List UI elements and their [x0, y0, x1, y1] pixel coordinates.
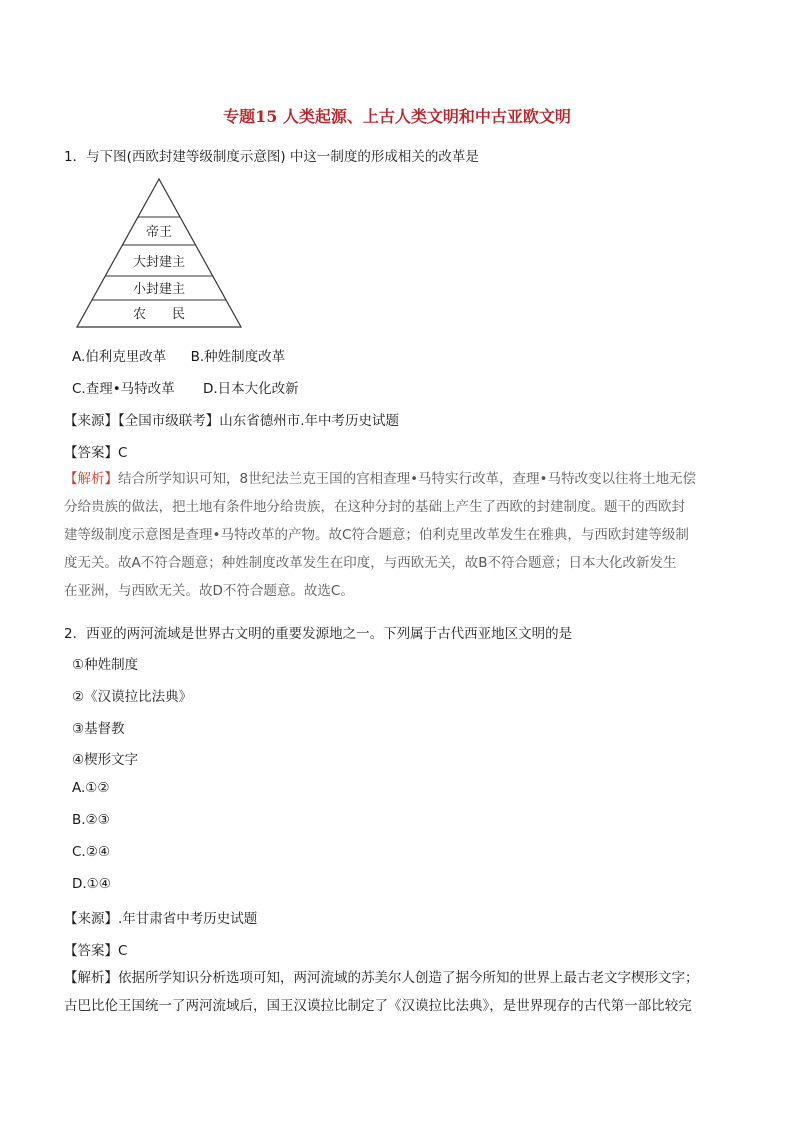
pyramid-outline [77, 179, 241, 327]
q2-item-1: ①种姓制度 [72, 657, 139, 673]
q1-option-b: B.种姓制度改革 [190, 349, 286, 365]
q1-analysis [64, 465, 734, 605]
q2-source-text: .年甘肃省中考历史试题 [118, 911, 258, 927]
q2-answer-value: C [118, 943, 128, 959]
q1-stem: 1．与下图(西欧封建等级制度示意图) 中这一制度的形成相关的改革是 [64, 149, 479, 165]
q1-analysis-line: 结合所学知识可知，8世纪法兰克王国的宫相查理•马特实行改革，查理•马特改变以往将土地无偿 [118, 471, 697, 487]
q2-analysis-label: 【解析】 [64, 970, 118, 986]
q1-answer-value: C [118, 445, 128, 461]
q1-option-c: C.查理•马特改革 [72, 381, 175, 397]
q1-source-label: 【来源】 [64, 413, 118, 429]
pyramid-level-1: 帝王 [145, 225, 173, 240]
q2-answer-label: 【答案】 [64, 943, 118, 959]
q1-option-d: D.日本大化改新 [202, 381, 299, 397]
pyramid-level-4: 农 民 [132, 307, 186, 322]
q1-answer-label: 【答案】 [64, 445, 118, 461]
q1-answer [64, 441, 127, 461]
q2-source-label: 【来源】 [64, 911, 118, 927]
q2-analysis-line: 古巴比伦王国统一了两河流域后，国王汉谟拉比制定了《汉谟拉比法典》，是世界现存的古代第一部比较完 [64, 998, 692, 1014]
q1-analysis-label: 【解析】 [64, 471, 118, 487]
q2-answer [64, 939, 127, 959]
q1-option-a: A.伯利克里改革 [72, 349, 167, 365]
q2-item-2: ②《汉谟拉比法典》 [72, 689, 193, 705]
pyramid-level-3: 小封建主 [132, 282, 186, 297]
q1-analysis-line: 分给贵族的做法，把土地有条件地分给贵族，在这种分封的基础上产生了西欧的封建制度。题干的西欧封 [64, 499, 685, 515]
q1-options-row-1 [72, 345, 285, 365]
q2-source [64, 907, 257, 927]
q2-option-a: A.①② [72, 780, 110, 796]
q1-analysis-line: 度无关。故A不符合题意；种姓制度改革发生在印度，与西欧无关，故B不符合题意；日本大化改新发生 [64, 555, 677, 571]
q2-analysis-line: 依据所学知识分析选项可知，两河流域的苏美尔人创造了据今所知的世界上最古老文字楔形文字； [118, 970, 699, 986]
q2-item-4: ④楔形文字 [72, 752, 139, 768]
q1-source-text: 【全国市级联考】山东省德州市.年中考历史试题 [118, 413, 400, 429]
feudal-hierarchy-pyramid [74, 176, 244, 331]
q2-analysis [64, 964, 734, 1020]
q2-item-3: ③基督教 [72, 721, 125, 737]
q2-option-b: B.②③ [72, 812, 110, 828]
q2-option-d: D.①④ [72, 876, 111, 892]
q1-options-row-2 [72, 377, 299, 397]
pyramid-level-2: 大封建主 [132, 255, 186, 270]
q1-analysis-line: 在亚洲，与西欧无关。故D不符合题意。故选C。 [64, 583, 354, 599]
page-title: 专题15 人类起源、上古人类文明和中古亚欧文明 [223, 107, 571, 126]
q1-analysis-line: 建等级制度示意图是查理•马特改革的产物。故C符合题意；伯利克里改革发生在雅典，与西欧封建等级制 [64, 527, 689, 543]
q1-source [64, 409, 399, 429]
q2-option-c: C.②④ [72, 844, 110, 860]
q2-stem: 2．西亚的两河流域是世界古文明的重要发源地之一。下列属于古代西亚地区文明的是 [64, 626, 573, 642]
